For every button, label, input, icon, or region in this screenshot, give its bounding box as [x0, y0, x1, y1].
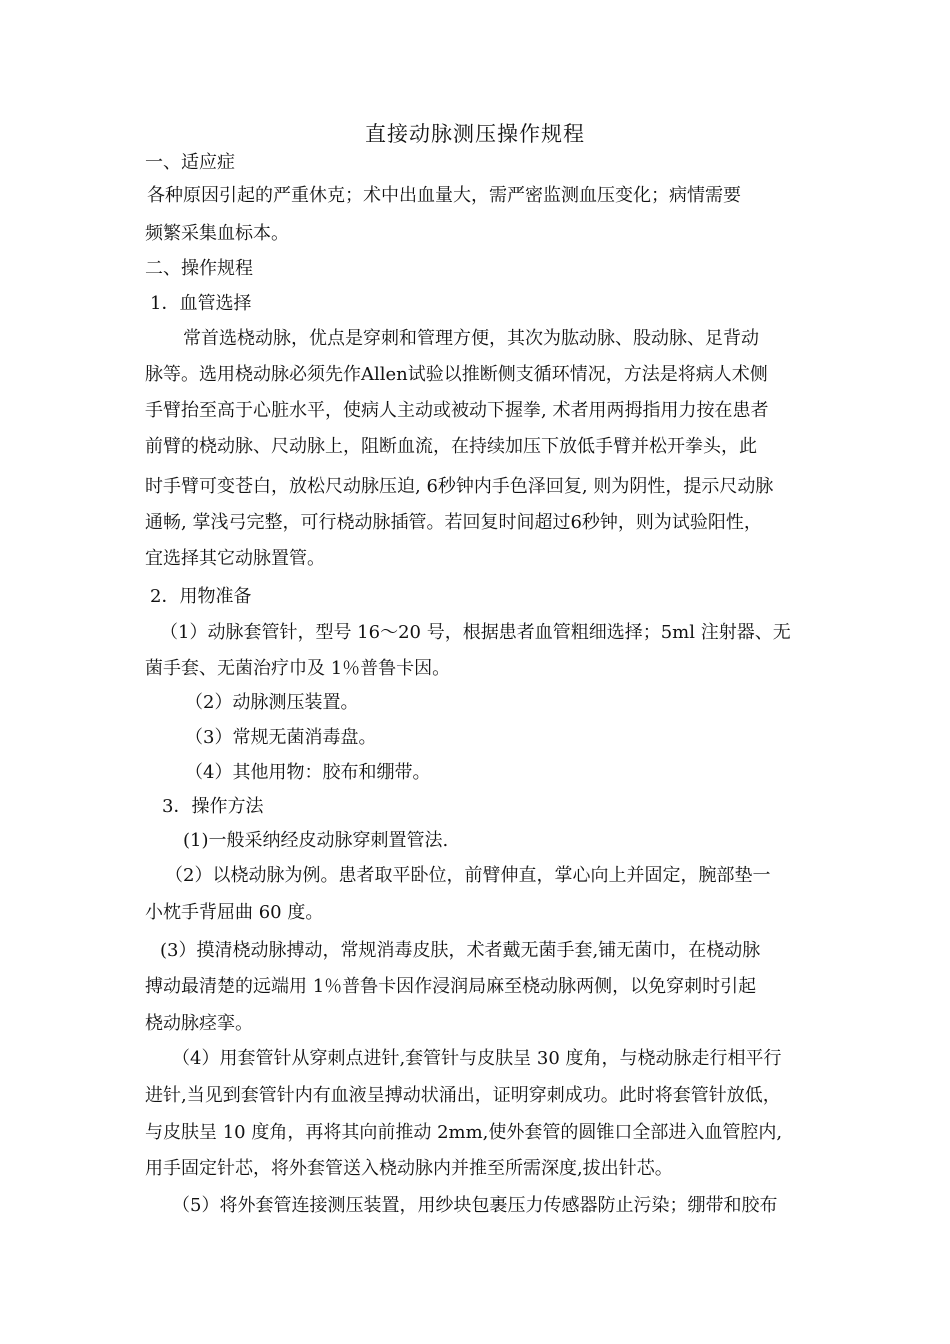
paragraph-line: 时手臂可变苍白，放松尺动脉压迫, 6秒钟内手色泽回复, 则为阴性，提示尺动脉	[145, 476, 774, 497]
paragraph-line: 进针,当见到套管针内有血液呈搏动状涌出，证明穿刺成功。此时将套管针放低，	[145, 1085, 781, 1106]
paragraph-line: 脉等。选用桡动脉必须先作Allen试验以推断侧支循环情况，方法是将病人术侧	[145, 364, 768, 385]
subsection-heading-method: 3．操作方法	[162, 796, 264, 817]
list-item: （2）以桡动脉为例。患者取平卧位，前臂伸直，掌心向上并固定，腕部垫一	[165, 865, 771, 886]
paragraph-line: 用手固定针芯，将外套管送入桡动脉内并推至所需深度,拔出针芯。	[145, 1158, 673, 1179]
paragraph-line: 菌手套、无菌治疗巾及 1％普鲁卡因。	[145, 658, 451, 679]
section-heading-procedure: 二、操作规程	[145, 258, 253, 279]
paragraph-line: 各种原因引起的严重休克；术中出血量大，需严密监测血压变化；病情需要	[147, 185, 741, 206]
list-item: (3）摸清桡动脉搏动，常规消毒皮肤，术者戴无菌手套,铺无菌巾，在桡动脉	[160, 940, 761, 961]
paragraph-line: 手臂抬至高于心脏水平，使病人主动或被动下握拳, 术者用两拇指用力按在患者	[145, 400, 769, 421]
subsection-heading-vessel-selection: 1．血管选择	[150, 293, 252, 314]
document-title: 直接动脉测压操作规程	[365, 122, 585, 146]
paragraph-line: 搏动最清楚的远端用 1％普鲁卡因作浸润局麻至桡动脉两侧，以免穿刺时引起	[145, 976, 757, 997]
paragraph-line: 小枕手背屈曲 60 度。	[145, 902, 324, 923]
list-item: （2）动脉测压装置。	[185, 692, 359, 713]
paragraph-line: 通畅, 掌浅弓完整，可行桡动脉插管。若回复时间超过6秒钟，则为试验阳性，	[145, 512, 762, 533]
list-item: （4）其他用物：胶布和绷带。	[185, 762, 431, 783]
list-item: (1)一般采纳经皮动脉穿刺置管法.	[183, 830, 449, 851]
paragraph-line: 桡动脉痉挛。	[145, 1013, 253, 1034]
list-item: （1）动脉套管针，型号 16～20 号，根据患者血管粗细选择；5ml 注射器、无	[160, 622, 791, 643]
paragraph-line: 前臂的桡动脉、尺动脉上，阻断血流，在持续加压下放低手臂并松开拳头，此	[145, 436, 757, 457]
subsection-heading-supplies: 2．用物准备	[150, 586, 252, 607]
paragraph-line: 宜选择其它动脉置管。	[145, 548, 325, 569]
section-heading-indications: 一、适应症	[145, 152, 235, 173]
list-item: （4）用套管针从穿刺点进针,套管针与皮肤呈 30 度角，与桡动脉走行相平行	[172, 1048, 782, 1069]
paragraph-line: 与皮肤呈 10 度角，再将其向前推动 2mm,使外套管的圆锥口全部进入血管腔内,	[145, 1122, 783, 1143]
list-item: （3）常规无菌消毒盘。	[185, 727, 377, 748]
paragraph-line: 频繁采集血标本。	[145, 223, 289, 244]
list-item: （5）将外套管连接测压装置，用纱块包裹压力传感器防止污染；绷带和胶布	[172, 1195, 778, 1216]
paragraph-line: 常首选桡动脉，优点是穿刺和管理方便，其次为肱动脉、股动脉、足背动	[183, 328, 759, 349]
